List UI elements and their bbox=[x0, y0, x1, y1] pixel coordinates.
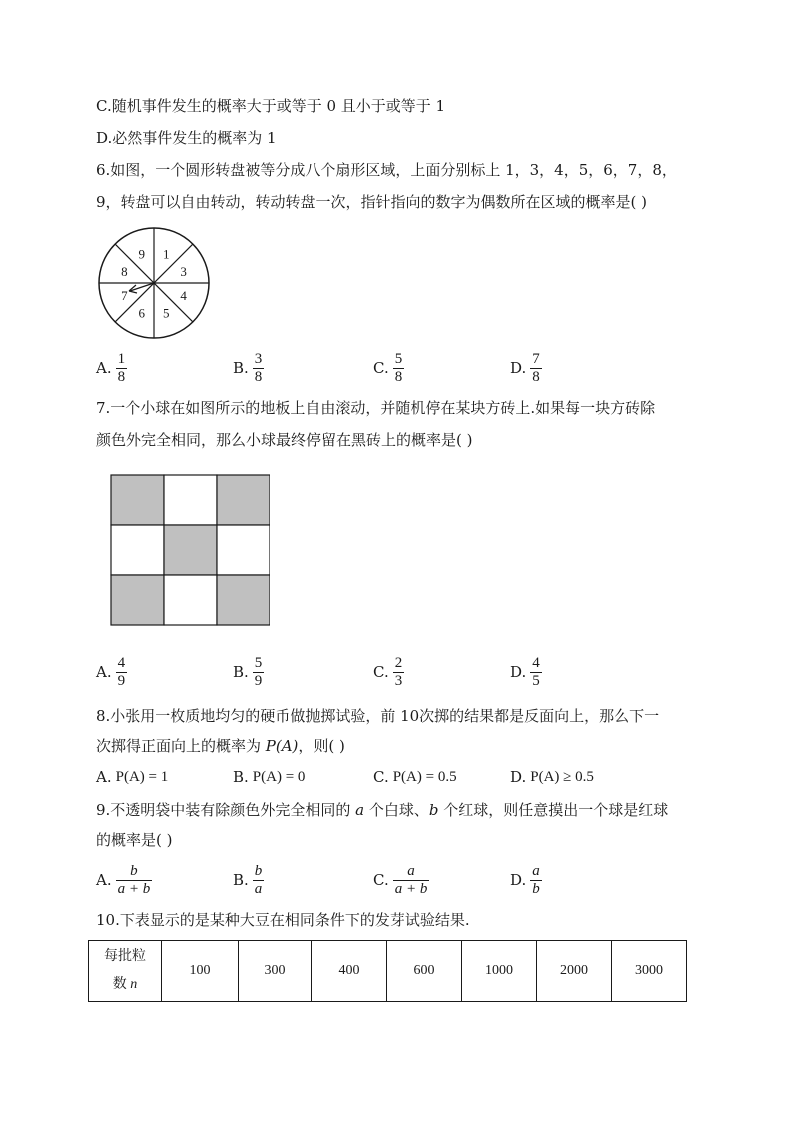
question-6-option-d bbox=[510, 346, 542, 390]
table-cell: 3000 bbox=[612, 941, 687, 1002]
table-cell: 2000 bbox=[537, 941, 612, 1002]
fraction-numerator: 4 bbox=[117, 654, 126, 671]
table-header-text: 数 bbox=[112, 977, 131, 992]
tile-gray bbox=[111, 475, 164, 525]
table-cell: 1000 bbox=[462, 941, 537, 1002]
spinner-sector-label: 6 bbox=[138, 305, 146, 321]
question-8-option-a bbox=[96, 766, 168, 788]
tile-white bbox=[164, 575, 217, 625]
fraction-denominator: 5 bbox=[532, 672, 540, 689]
fraction bbox=[393, 863, 430, 898]
question-7-option-d bbox=[510, 650, 542, 694]
question-9-line-1 bbox=[96, 800, 668, 820]
table-cell: 100 bbox=[162, 941, 239, 1002]
tile-white bbox=[164, 475, 217, 525]
question-9-option-a bbox=[96, 858, 152, 902]
question-8-option-d bbox=[510, 766, 594, 788]
germination-table bbox=[88, 940, 687, 1002]
option-label: A. bbox=[96, 871, 112, 889]
option-label: C. bbox=[373, 359, 389, 377]
fraction-denominator: a + b bbox=[117, 880, 151, 897]
fraction bbox=[393, 655, 405, 690]
option-label: D. bbox=[510, 871, 527, 889]
fraction-numerator: 3 bbox=[254, 350, 263, 367]
question-9-text-pre: 9.不透明袋中装有除颜色外完全相同的 bbox=[96, 801, 356, 819]
option-label: D. bbox=[510, 663, 527, 681]
question-9-option-b bbox=[233, 858, 264, 902]
tile-gray bbox=[164, 525, 217, 575]
question-6-options bbox=[96, 346, 696, 390]
tile-gray bbox=[111, 575, 164, 625]
question-6-line-2: 9，转盘可以自由转动，转动转盘一次，指针指向的数字为偶数所在区域的概率是( ) bbox=[96, 193, 648, 211]
question-7-option-b bbox=[233, 650, 264, 694]
option-label: D. bbox=[510, 768, 527, 786]
table-header-var-n: n bbox=[130, 977, 138, 992]
fraction-numerator: 2 bbox=[394, 654, 403, 671]
question-8-option-c bbox=[373, 766, 457, 788]
tile-gray bbox=[217, 475, 270, 525]
spinner-sector-label: 8 bbox=[121, 263, 128, 279]
fraction-numerator: 5 bbox=[254, 654, 263, 671]
option-label: B. bbox=[233, 871, 249, 889]
fraction-denominator: 8 bbox=[532, 368, 540, 385]
fraction bbox=[116, 655, 128, 690]
fraction-denominator: a + b bbox=[394, 880, 428, 897]
question-9-option-d bbox=[510, 858, 542, 902]
fraction-numerator: 1 bbox=[117, 350, 126, 367]
option-label: B. bbox=[233, 359, 249, 377]
fraction bbox=[253, 863, 265, 898]
spinner-sector-label: 4 bbox=[180, 288, 187, 304]
option-d-text: D.必然事件发生的概率为 1 bbox=[96, 129, 277, 147]
fraction bbox=[253, 351, 265, 386]
question-9-line-2: 的概率是( ) bbox=[96, 831, 173, 849]
tile-floor-figure bbox=[110, 474, 270, 628]
option-label: C. bbox=[373, 871, 389, 889]
fraction-numerator: b bbox=[130, 862, 138, 879]
option-c-text: C.随机事件发生的概率大于或等于 0 且小于或等于 1 bbox=[96, 97, 446, 115]
option-label: A. bbox=[96, 768, 112, 786]
tile-white bbox=[217, 525, 270, 575]
tile-white bbox=[111, 525, 164, 575]
fraction-numerator: a bbox=[407, 862, 415, 879]
option-label: A. bbox=[96, 359, 112, 377]
option-expression: P(A) = 1 bbox=[115, 768, 169, 785]
question-9-text-post: 个红球，则任意摸出一个球是红球 bbox=[438, 801, 669, 819]
table-cell: 600 bbox=[387, 941, 462, 1002]
table-cell: 300 bbox=[239, 941, 312, 1002]
fraction bbox=[530, 655, 542, 690]
tile-gray bbox=[217, 575, 270, 625]
table-header-line-2 bbox=[89, 971, 161, 999]
question-7-line-1: 7.一个小球在如图所示的地板上自由滚动，并随机停在某块方砖上.如果每一块方砖除 bbox=[96, 399, 656, 417]
question-8-probability-symbol: P(A) bbox=[265, 737, 299, 755]
fraction bbox=[530, 863, 542, 898]
option-label: B. bbox=[233, 663, 249, 681]
option-label: B. bbox=[233, 768, 249, 786]
question-9-text-mid: 个白球、 bbox=[364, 801, 429, 819]
question-8-line-1: 8.小张用一枚质地均匀的硬币做抛掷试验，前 10次掷的结果都是反面向上，那么下一 bbox=[96, 707, 660, 725]
question-8-text-pre: 次掷得正面向上的概率为 bbox=[96, 737, 266, 755]
question-9-var-b: b bbox=[428, 801, 439, 819]
question-8-options bbox=[96, 766, 716, 788]
option-label: D. bbox=[510, 359, 527, 377]
option-expression: P(A) = 0.5 bbox=[392, 768, 457, 785]
table-row bbox=[89, 941, 687, 1002]
spinner-sector-label: 7 bbox=[121, 288, 128, 304]
question-7-option-a bbox=[96, 650, 127, 694]
spinner-figure bbox=[96, 225, 212, 341]
question-6-option-c bbox=[373, 346, 404, 390]
fraction-denominator: 9 bbox=[254, 672, 263, 689]
spinner-sector-label: 5 bbox=[162, 305, 170, 321]
table-header-cell bbox=[89, 941, 162, 1002]
question-6-line-1: 6.如图，一个圆形转盘被等分成八个扇形区域，上面分别标上 1，3，4，5，6，7，8， bbox=[96, 161, 677, 179]
fraction bbox=[116, 863, 153, 898]
fraction bbox=[393, 351, 405, 386]
fraction-denominator: 8 bbox=[394, 368, 403, 385]
question-7-line-2: 颜色外完全相同，那么小球最终停留在黑砖上的概率是( ) bbox=[96, 431, 473, 449]
spinner-sector-label: 1 bbox=[162, 246, 170, 262]
option-expression: P(A) ≥ 0.5 bbox=[530, 768, 594, 785]
option-label: A. bbox=[96, 663, 112, 681]
table-cell: 400 bbox=[312, 941, 387, 1002]
question-8-line-2 bbox=[96, 736, 345, 756]
fraction bbox=[530, 351, 542, 386]
question-7-options bbox=[96, 650, 696, 694]
fraction-denominator: a bbox=[254, 880, 263, 897]
spinner-sector-label: 9 bbox=[138, 246, 146, 262]
question-10-line-1: 10.下表显示的是某种大豆在相同条件下的发芽试验结果. bbox=[96, 911, 470, 929]
fraction-denominator: b bbox=[532, 880, 540, 897]
fraction-denominator: 8 bbox=[254, 368, 263, 385]
fraction bbox=[116, 351, 128, 386]
fraction-numerator: a bbox=[532, 862, 540, 879]
fraction-denominator: 3 bbox=[394, 672, 403, 689]
fraction-numerator: 4 bbox=[532, 654, 540, 671]
question-8-option-b bbox=[233, 766, 305, 788]
question-9-options bbox=[96, 858, 696, 902]
question-9-var-a: a bbox=[355, 801, 365, 819]
fraction-numerator: 7 bbox=[532, 350, 540, 367]
fraction-numerator: b bbox=[254, 862, 263, 879]
question-9-option-c bbox=[373, 858, 429, 902]
table-header-line-1: 每批粒 bbox=[104, 949, 146, 964]
option-label: C. bbox=[373, 663, 389, 681]
question-6-option-b bbox=[233, 346, 264, 390]
fraction-denominator: 9 bbox=[117, 672, 126, 689]
fraction bbox=[253, 655, 265, 690]
option-expression: P(A) = 0 bbox=[252, 768, 306, 785]
option-label: C. bbox=[373, 768, 389, 786]
question-6-option-a bbox=[96, 346, 127, 390]
question-8-text-post: ，则( ) bbox=[298, 737, 345, 755]
fraction-numerator: 5 bbox=[394, 350, 403, 367]
question-7-option-c bbox=[373, 650, 404, 694]
spinner-sector-label: 3 bbox=[180, 263, 187, 279]
fraction-denominator: 8 bbox=[117, 368, 126, 385]
